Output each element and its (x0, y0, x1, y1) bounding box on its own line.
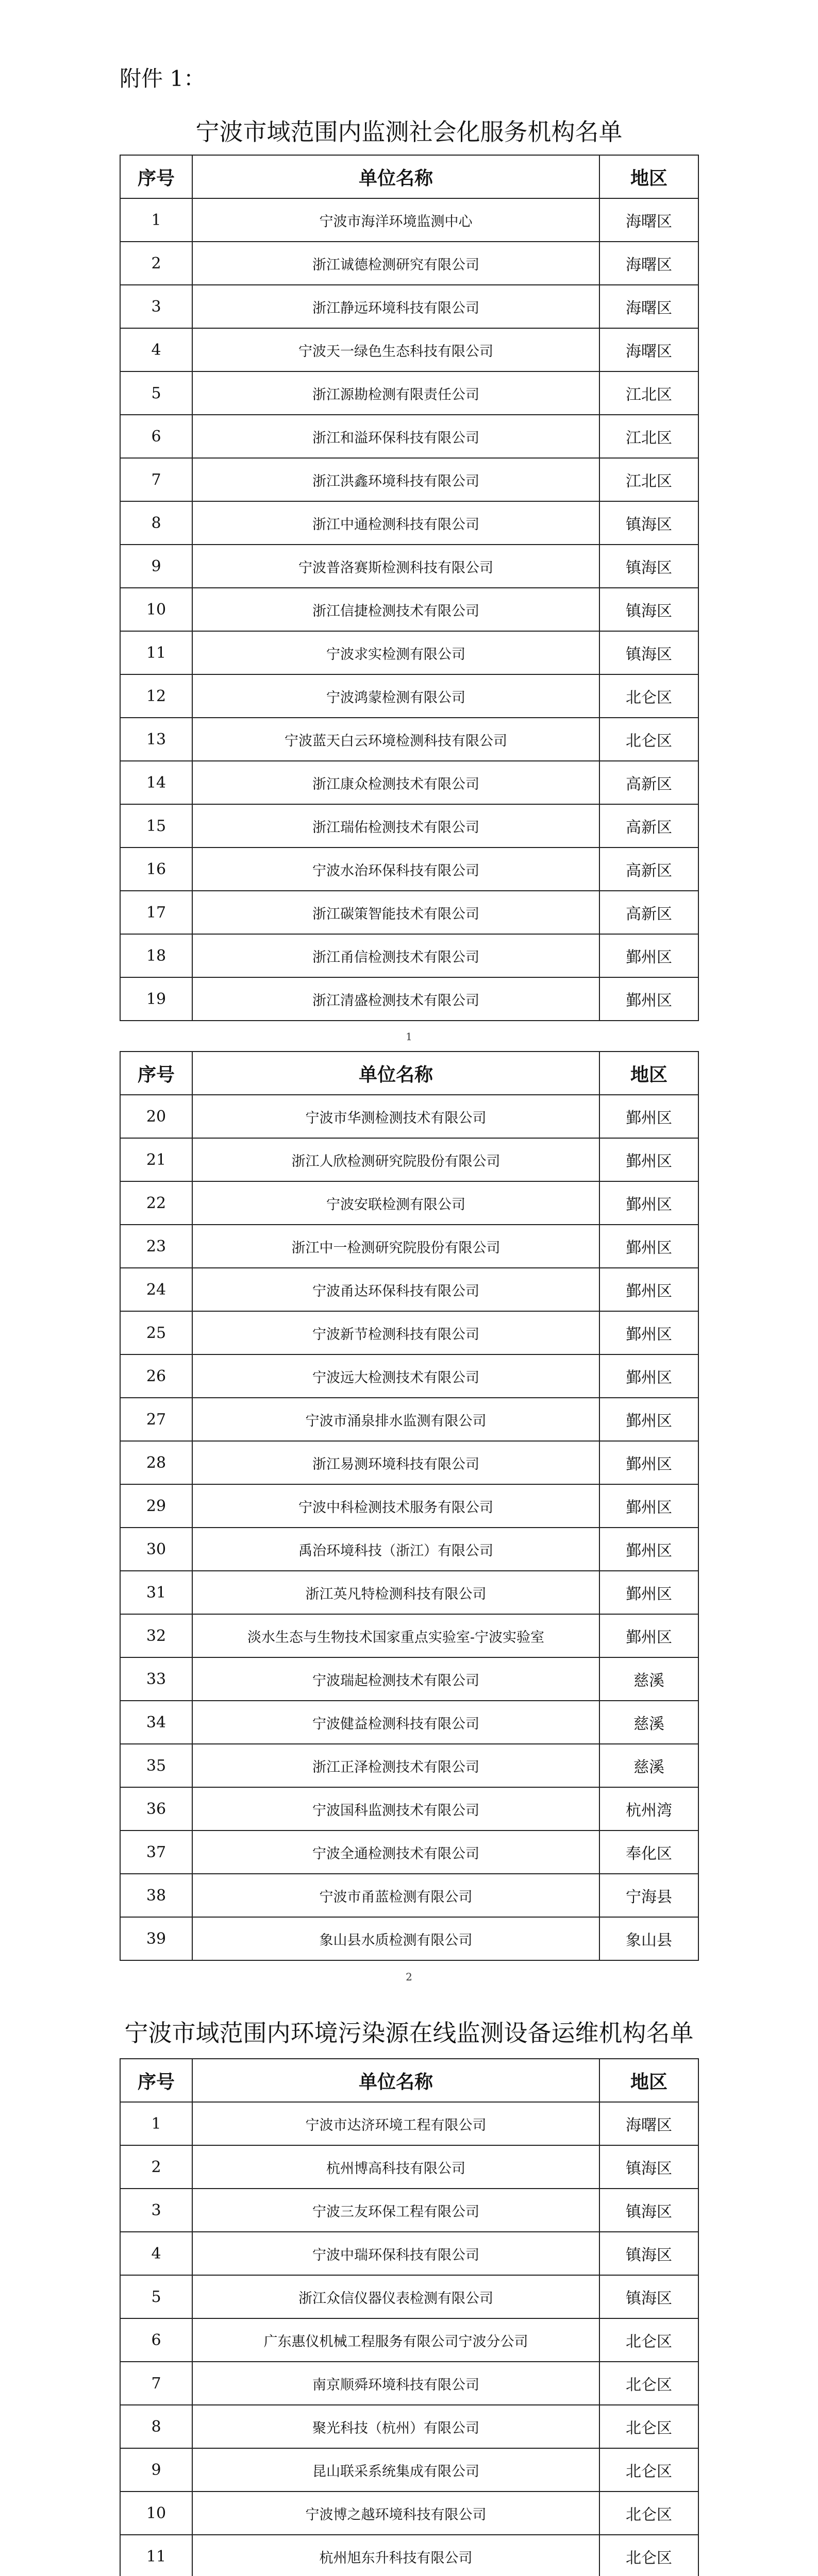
cell-name: 浙江易测环境科技有限公司 (192, 1441, 599, 1484)
cell-name: 宁波蓝天白云环境检测科技有限公司 (192, 718, 599, 761)
cell-seq: 17 (120, 891, 192, 934)
cell-region: 鄞州区 (599, 1095, 698, 1138)
cell-name: 浙江众信仪器仪表检测有限公司 (192, 2275, 599, 2318)
table-row (120, 371, 698, 415)
cell-region: 鄞州区 (599, 1311, 698, 1354)
cell-seq: 2 (120, 2145, 192, 2189)
cell-seq: 23 (120, 1225, 192, 1268)
table-row (120, 2318, 698, 2362)
table-row (120, 718, 698, 761)
cell-seq: 10 (120, 588, 192, 631)
cell-region: 鄞州区 (599, 1268, 698, 1311)
cell-region: 镇海区 (599, 2275, 698, 2318)
cell-name: 广东惠仪机械工程服务有限公司宁波分公司 (192, 2318, 599, 2362)
table-row (120, 285, 698, 328)
cell-name: 浙江中通检测科技有限公司 (192, 501, 599, 545)
cell-region: 海曙区 (599, 328, 698, 371)
cell-name: 浙江源勘检测有限责任公司 (192, 371, 599, 415)
cell-name: 南京顺舜环境科技有限公司 (192, 2362, 599, 2405)
cell-name: 浙江和溢环保科技有限公司 (192, 415, 599, 458)
table-row (120, 1268, 698, 1311)
cell-region: 江北区 (599, 458, 698, 501)
table1-part1 (120, 155, 699, 1021)
table-row (120, 1528, 698, 1571)
cell-seq: 27 (120, 1398, 192, 1441)
cell-region: 北仑区 (599, 674, 698, 718)
table-row (120, 1917, 698, 1960)
header-seq: 序号 (120, 1052, 192, 1095)
cell-seq: 30 (120, 1528, 192, 1571)
cell-name: 宁波市涌泉排水监测有限公司 (192, 1398, 599, 1441)
cell-name: 昆山联采系统集成有限公司 (192, 2448, 599, 2492)
cell-seq: 36 (120, 1787, 192, 1831)
cell-name: 宁波新节检测科技有限公司 (192, 1311, 599, 1354)
cell-region: 海曙区 (599, 285, 698, 328)
cell-region: 江北区 (599, 371, 698, 415)
cell-region: 北仑区 (599, 2405, 698, 2448)
cell-region: 慈溪 (599, 1744, 698, 1787)
cell-name: 宁波水治环保科技有限公司 (192, 848, 599, 891)
cell-seq: 35 (120, 1744, 192, 1787)
cell-name: 宁波博之越环境科技有限公司 (192, 2492, 599, 2535)
cell-region: 高新区 (599, 761, 698, 804)
table-row (120, 761, 698, 804)
cell-seq: 33 (120, 1657, 192, 1701)
table-row (120, 501, 698, 545)
table-row (120, 1484, 698, 1528)
cell-seq: 11 (120, 631, 192, 674)
table2-part1 (120, 2058, 699, 2576)
table-row (120, 2275, 698, 2318)
cell-region: 镇海区 (599, 2145, 698, 2189)
header-seq: 序号 (120, 155, 192, 198)
table-row (120, 415, 698, 458)
cell-region: 鄞州区 (599, 1181, 698, 1225)
table-row (120, 1571, 698, 1614)
cell-seq: 25 (120, 1311, 192, 1354)
cell-region: 镇海区 (599, 2232, 698, 2275)
cell-region: 高新区 (599, 891, 698, 934)
cell-seq: 31 (120, 1571, 192, 1614)
cell-name: 宁波三友环保工程有限公司 (192, 2189, 599, 2232)
cell-region: 镇海区 (599, 631, 698, 674)
cell-seq: 3 (120, 285, 192, 328)
table-row (120, 2535, 698, 2576)
table-row (120, 2145, 698, 2189)
table-row (120, 1744, 698, 1787)
cell-name: 浙江瑞佑检测技术有限公司 (192, 804, 599, 848)
cell-seq: 8 (120, 501, 192, 545)
cell-name: 宁波中瑞环保科技有限公司 (192, 2232, 599, 2275)
table-row (120, 1138, 698, 1181)
table-row (120, 242, 698, 285)
table-row (120, 631, 698, 674)
cell-name: 宁波求实检测有限公司 (192, 631, 599, 674)
table-row (120, 1311, 698, 1354)
cell-seq: 2 (120, 242, 192, 285)
cell-region: 鄞州区 (599, 1441, 698, 1484)
cell-region: 海曙区 (599, 242, 698, 285)
table-row (120, 198, 698, 242)
cell-name: 宁波远大检测技术有限公司 (192, 1354, 599, 1398)
cell-seq: 11 (120, 2535, 192, 2576)
cell-region: 北仑区 (599, 2492, 698, 2535)
table-header-row (120, 2059, 698, 2102)
cell-region: 北仑区 (599, 2535, 698, 2576)
cell-name: 宁波天一绿色生态科技有限公司 (192, 328, 599, 371)
cell-seq: 18 (120, 934, 192, 977)
cell-name: 浙江静远环境科技有限公司 (192, 285, 599, 328)
cell-name: 浙江英凡特检测科技有限公司 (192, 1571, 599, 1614)
cell-name: 浙江碳策智能技术有限公司 (192, 891, 599, 934)
table2-title: 宁波市域范围内环境污染源在线监测设备运维机构名单 (124, 2019, 694, 2047)
cell-seq: 10 (120, 2492, 192, 2535)
cell-seq: 37 (120, 1831, 192, 1874)
header-name: 单位名称 (192, 2059, 599, 2102)
cell-region: 北仑区 (599, 718, 698, 761)
table-row (120, 804, 698, 848)
table-row (120, 545, 698, 588)
table-row (120, 1398, 698, 1441)
cell-name: 宁波瑞起检测技术有限公司 (192, 1657, 599, 1701)
cell-seq: 13 (120, 718, 192, 761)
cell-region: 鄞州区 (599, 1138, 698, 1181)
cell-region: 高新区 (599, 804, 698, 848)
cell-region: 鄞州区 (599, 1484, 698, 1528)
cell-region: 慈溪 (599, 1701, 698, 1744)
header-name: 单位名称 (192, 1052, 599, 1095)
table-header-row (120, 155, 698, 198)
table-row (120, 2405, 698, 2448)
table-row (120, 1874, 698, 1917)
cell-name: 浙江诚德检测研究有限公司 (192, 242, 599, 285)
cell-region: 鄞州区 (599, 977, 698, 1021)
cell-seq: 14 (120, 761, 192, 804)
cell-region: 慈溪 (599, 1657, 698, 1701)
cell-region: 鄞州区 (599, 934, 698, 977)
table-header-row (120, 1052, 698, 1095)
table-row (120, 458, 698, 501)
cell-name: 浙江康众检测技术有限公司 (192, 761, 599, 804)
cell-region: 奉化区 (599, 1831, 698, 1874)
cell-region: 象山县 (599, 1917, 698, 1960)
cell-seq: 20 (120, 1095, 192, 1138)
cell-name: 浙江人欣检测研究院股份有限公司 (192, 1138, 599, 1181)
cell-seq: 1 (120, 2102, 192, 2145)
cell-name: 宁波鸿蒙检测有限公司 (192, 674, 599, 718)
cell-region: 海曙区 (599, 2102, 698, 2145)
cell-seq: 3 (120, 2189, 192, 2232)
cell-name: 宁波市达济环境工程有限公司 (192, 2102, 599, 2145)
cell-name: 宁波国科监测技术有限公司 (192, 1787, 599, 1831)
cell-name: 浙江洪鑫环境科技有限公司 (192, 458, 599, 501)
cell-seq: 4 (120, 2232, 192, 2275)
header-seq: 序号 (120, 2059, 192, 2102)
table-row (120, 1095, 698, 1138)
cell-name: 聚光科技（杭州）有限公司 (192, 2405, 599, 2448)
cell-seq: 34 (120, 1701, 192, 1744)
cell-seq: 7 (120, 2362, 192, 2405)
table-row (120, 2232, 698, 2275)
table-row (120, 1354, 698, 1398)
table-row (120, 977, 698, 1021)
cell-name: 宁波市海洋环境监测中心 (192, 198, 599, 242)
cell-seq: 4 (120, 328, 192, 371)
cell-seq: 21 (120, 1138, 192, 1181)
cell-name: 宁波甬达环保科技有限公司 (192, 1268, 599, 1311)
cell-seq: 28 (120, 1441, 192, 1484)
attachment-label: 附件 1： (120, 66, 206, 91)
table1-part2 (120, 1051, 699, 1961)
cell-region: 北仑区 (599, 2318, 698, 2362)
cell-region: 镇海区 (599, 501, 698, 545)
cell-region: 鄞州区 (599, 1354, 698, 1398)
table-row (120, 1225, 698, 1268)
cell-name: 宁波市甬蓝检测有限公司 (192, 1874, 599, 1917)
table-row (120, 1831, 698, 1874)
cell-seq: 19 (120, 977, 192, 1021)
cell-region: 鄞州区 (599, 1571, 698, 1614)
table-row (120, 848, 698, 891)
header-region: 地区 (599, 1052, 698, 1095)
table-row (120, 674, 698, 718)
cell-region: 鄞州区 (599, 1614, 698, 1657)
cell-region: 鄞州区 (599, 1528, 698, 1571)
table-row (120, 891, 698, 934)
cell-seq: 26 (120, 1354, 192, 1398)
cell-region: 江北区 (599, 415, 698, 458)
cell-name: 浙江清盛检测技术有限公司 (192, 977, 599, 1021)
cell-region: 鄞州区 (599, 1398, 698, 1441)
header-region: 地区 (599, 2059, 698, 2102)
page-marker: 2 (406, 1971, 412, 1983)
cell-name: 宁波全通检测技术有限公司 (192, 1831, 599, 1874)
table-row (120, 328, 698, 371)
table-row (120, 1441, 698, 1484)
cell-region: 镇海区 (599, 545, 698, 588)
table-row (120, 1181, 698, 1225)
cell-seq: 29 (120, 1484, 192, 1528)
cell-name: 宁波安联检测有限公司 (192, 1181, 599, 1225)
cell-name: 宁波普洛赛斯检测科技有限公司 (192, 545, 599, 588)
table-row (120, 1701, 698, 1744)
cell-seq: 8 (120, 2405, 192, 2448)
cell-seq: 7 (120, 458, 192, 501)
cell-name: 宁波中科检测技术服务有限公司 (192, 1484, 599, 1528)
cell-name: 杭州博高科技有限公司 (192, 2145, 599, 2189)
cell-seq: 5 (120, 371, 192, 415)
cell-name: 禹治环境科技（浙江）有限公司 (192, 1528, 599, 1571)
cell-seq: 22 (120, 1181, 192, 1225)
cell-region: 镇海区 (599, 588, 698, 631)
cell-seq: 9 (120, 2448, 192, 2492)
table-row (120, 588, 698, 631)
cell-region: 鄞州区 (599, 1225, 698, 1268)
table-row (120, 1657, 698, 1701)
cell-name: 宁波健益检测科技有限公司 (192, 1701, 599, 1744)
cell-name: 浙江正泽检测技术有限公司 (192, 1744, 599, 1787)
table-row (120, 934, 698, 977)
table1-title: 宁波市域范围内监测社会化服务机构名单 (195, 118, 623, 146)
cell-seq: 5 (120, 2275, 192, 2318)
cell-seq: 12 (120, 674, 192, 718)
cell-seq: 39 (120, 1917, 192, 1960)
cell-name: 浙江中一检测研究院股份有限公司 (192, 1225, 599, 1268)
cell-name: 淡水生态与生物技术国家重点实验室-宁波实验室 (192, 1614, 599, 1657)
cell-name: 浙江信捷检测技术有限公司 (192, 588, 599, 631)
table-row (120, 1787, 698, 1831)
table-row (120, 1614, 698, 1657)
table-row (120, 2102, 698, 2145)
cell-seq: 32 (120, 1614, 192, 1657)
cell-seq: 38 (120, 1874, 192, 1917)
table-row (120, 2448, 698, 2492)
cell-region: 镇海区 (599, 2189, 698, 2232)
cell-seq: 24 (120, 1268, 192, 1311)
table-row (120, 2362, 698, 2405)
table-row (120, 2492, 698, 2535)
page-marker: 1 (406, 1030, 412, 1043)
cell-seq: 9 (120, 545, 192, 588)
header-region: 地区 (599, 155, 698, 198)
cell-seq: 1 (120, 198, 192, 242)
cell-region: 海曙区 (599, 198, 698, 242)
cell-region: 杭州湾 (599, 1787, 698, 1831)
cell-seq: 16 (120, 848, 192, 891)
cell-name: 杭州旭东升科技有限公司 (192, 2535, 599, 2576)
cell-region: 北仑区 (599, 2362, 698, 2405)
table-row (120, 2189, 698, 2232)
cell-region: 高新区 (599, 848, 698, 891)
cell-name: 浙江甬信检测技术有限公司 (192, 934, 599, 977)
cell-seq: 15 (120, 804, 192, 848)
cell-seq: 6 (120, 415, 192, 458)
cell-region: 北仑区 (599, 2448, 698, 2492)
cell-region: 宁海县 (599, 1874, 698, 1917)
cell-seq: 6 (120, 2318, 192, 2362)
cell-name: 象山县水质检测有限公司 (192, 1917, 599, 1960)
cell-name: 宁波市华测检测技术有限公司 (192, 1095, 599, 1138)
header-name: 单位名称 (192, 155, 599, 198)
